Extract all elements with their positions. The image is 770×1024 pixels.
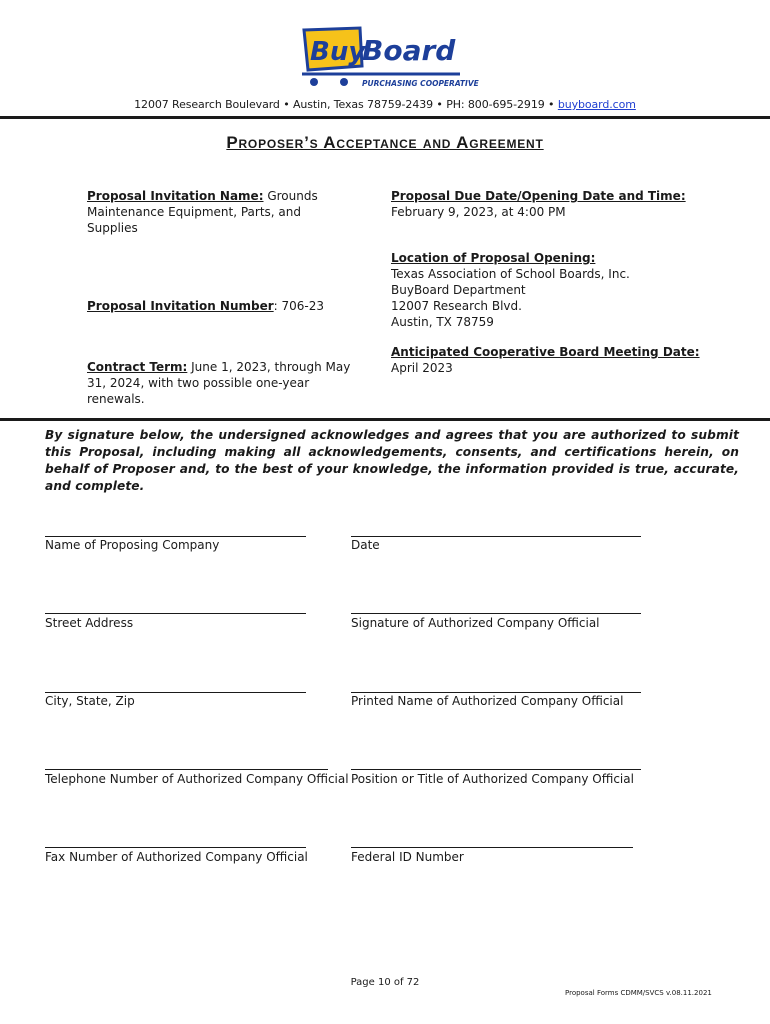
street-address-line[interactable] [45, 613, 306, 614]
logo-buy-text: Buy [310, 37, 366, 67]
buyboard-logo [300, 26, 480, 92]
due-date-label: Proposal Due Date/Opening Date and Time: [391, 189, 686, 203]
proposal-number-block [87, 298, 357, 314]
date-line[interactable] [351, 536, 641, 537]
location-line: 12007 Research Blvd. [391, 299, 522, 313]
section-divider [0, 418, 770, 421]
due-date-value: February 9, 2023, at 4:00 PM [391, 205, 566, 219]
header-address-line [0, 98, 770, 111]
proposal-number-label: Proposal Invitation Number [87, 299, 274, 313]
website-link[interactable]: buyboard.com [557, 98, 636, 111]
location-line: BuyBoard Department [391, 283, 526, 297]
due-date-block [391, 188, 691, 220]
date-label: Date [351, 538, 380, 552]
telephone-line[interactable] [45, 769, 328, 770]
proposal-name-label: Proposal Invitation Name: [87, 189, 264, 203]
location-label: Location of Proposal Opening: [391, 251, 596, 265]
acknowledgement-statement: By signature below, the undersigned acknowledges and agrees that you are authorized to submit this Proposal, including making all acknowledgements, consents, and certifications herein, on behalf of Proposer and, to the best of your knowledge, the information provided is true, accurate, and complete. [45, 428, 739, 493]
fax-line[interactable] [45, 847, 306, 848]
location-block [391, 250, 691, 330]
company-name-label: Name of Proposing Company [45, 538, 220, 552]
location-line: Texas Association of School Boards, Inc. [391, 267, 630, 281]
street-address-label: Street Address [45, 616, 134, 630]
logo-subtext: PURCHASING COOPERATIVE [362, 79, 479, 88]
printed-name-line[interactable] [351, 692, 641, 693]
page-number: Page 10 of 72 [350, 977, 420, 988]
proposal-name-block [87, 188, 347, 236]
signature-line[interactable] [351, 613, 641, 614]
printed-name-label: Printed Name of Authorized Company Official [351, 694, 624, 708]
location-line: Austin, TX 78759 [391, 315, 494, 329]
telephone-label: Telephone Number of Authorized Company Official [45, 772, 349, 786]
position-line[interactable] [351, 769, 641, 770]
board-meeting-label: Anticipated Cooperative Board Meeting Date: [391, 345, 700, 359]
contract-term-label: Contract Term: [87, 360, 188, 374]
city-state-zip-label: City, State, Zip [45, 694, 135, 708]
form-version: Proposal Forms CDMM/SVCS v.08.11.2021 [565, 989, 712, 997]
board-meeting-block [391, 344, 711, 376]
header-divider [0, 116, 770, 119]
header-address: 12007 Research Boulevard • Austin, Texas 78759-2439 • PH: 800-695-2919 • [134, 98, 555, 111]
federal-id-line[interactable] [351, 847, 633, 848]
fax-label: Fax Number of Authorized Company Official [45, 850, 308, 864]
proposal-name-value: Grounds Maintenance Equipment, Parts, and Supplies [87, 189, 318, 235]
company-name-line[interactable] [45, 536, 306, 537]
position-label: Position or Title of Authorized Company Official [351, 772, 634, 786]
federal-id-label: Federal ID Number [351, 850, 464, 864]
board-meeting-value: April 2023 [391, 361, 453, 375]
page-title: Proposer’s Acceptance and Agreement [226, 133, 544, 152]
proposal-number-value: : 706-23 [273, 299, 325, 313]
contract-term-block [87, 359, 367, 407]
signature-label: Signature of Authorized Company Official [351, 616, 600, 630]
logo-board-text: Board [362, 34, 456, 67]
contract-term-value: June 1, 2023, through May 31, 2024, with two possible one-year renewals. [87, 360, 351, 406]
city-state-zip-line[interactable] [45, 692, 306, 693]
